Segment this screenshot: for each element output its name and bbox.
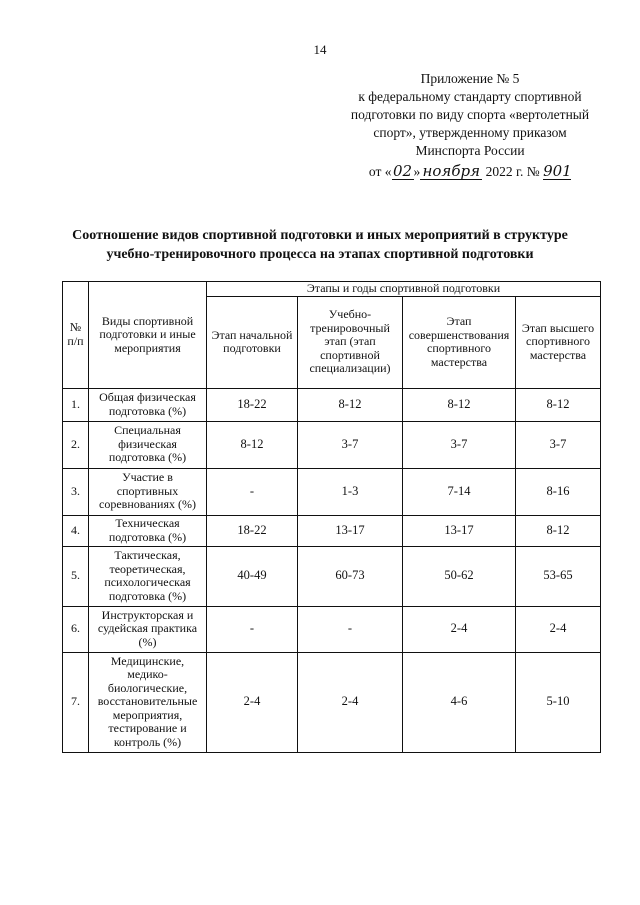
row-name: Техническая подготовка (%) xyxy=(89,515,207,546)
table-row xyxy=(63,421,601,468)
row-value: 60-73 xyxy=(298,546,403,606)
table-row xyxy=(63,388,601,421)
row-value: 18-22 xyxy=(207,388,298,421)
row-value: 18-22 xyxy=(207,515,298,546)
row-number: 5. xyxy=(63,546,89,606)
date-day-handwritten: 02 xyxy=(392,162,413,180)
row-value: 1-3 xyxy=(298,468,403,515)
table-row xyxy=(63,468,601,515)
training-structure-table xyxy=(62,281,601,753)
row-name: Специальная физическая подготовка (%) xyxy=(89,421,207,468)
row-number: 6. xyxy=(63,606,89,652)
row-number: 1. xyxy=(63,388,89,421)
annex-header xyxy=(300,70,640,181)
header-stage-training: Учебно-тренировочный этап (этап спортивной специализации) xyxy=(298,296,403,388)
row-value: 5-10 xyxy=(516,652,601,752)
row-name: Медицинские, медико-биологические, восстановительные мероприятия, тестирование и контроль (%) xyxy=(89,652,207,752)
row-value: 13-17 xyxy=(403,515,516,546)
row-value: 3-7 xyxy=(403,421,516,468)
header-kinds: Виды спортивной подготовки и иные мероприятия xyxy=(89,282,207,389)
row-name: Участие в спортивных соревнованиях (%) xyxy=(89,468,207,515)
row-number: 4. xyxy=(63,515,89,546)
header-stages-group: Этапы и годы спортивной подготовки xyxy=(207,282,601,297)
date-mid: » xyxy=(413,164,421,179)
row-value: - xyxy=(298,606,403,652)
row-value: 2-4 xyxy=(207,652,298,752)
row-value: 7-14 xyxy=(403,468,516,515)
header-number: № п/п xyxy=(63,282,89,389)
row-value: 4-6 xyxy=(403,652,516,752)
table-row xyxy=(63,606,601,652)
row-value: 2-4 xyxy=(516,606,601,652)
row-value: 13-17 xyxy=(298,515,403,546)
header-stage-highest: Этап высшего спортивного мастерства xyxy=(516,296,601,388)
date-prefix: от « xyxy=(368,164,392,179)
row-value: 8-12 xyxy=(403,388,516,421)
annex-line-3: спорт», утвержденному приказом xyxy=(373,125,567,140)
header-stage-improvement: Этап совершенствования спортивного мастерства xyxy=(403,296,516,388)
title-line-2: учебно-тренировочного процесса на этапах спортивной подготовки xyxy=(106,247,534,262)
table-row xyxy=(63,546,601,606)
row-number: 3. xyxy=(63,468,89,515)
row-number: 7. xyxy=(63,652,89,752)
document-title xyxy=(30,226,610,264)
row-value: 2-4 xyxy=(403,606,516,652)
row-value: 53-65 xyxy=(516,546,601,606)
row-value: - xyxy=(207,468,298,515)
row-value: 40-49 xyxy=(207,546,298,606)
annex-line-4: Минспорта России xyxy=(415,143,525,158)
row-value: 50-62 xyxy=(403,546,516,606)
row-name: Общая физическая подготовка (%) xyxy=(89,388,207,421)
row-value: 8-16 xyxy=(516,468,601,515)
order-number-handwritten: 901 xyxy=(543,162,572,180)
page-number: 14 xyxy=(313,42,327,57)
annex-title: Приложение № 5 xyxy=(420,71,520,86)
annex-line-2: подготовки по виду спорта «вертолетный xyxy=(350,107,590,122)
table-row xyxy=(63,515,601,546)
annex-line-1: к федеральному стандарту спортивной xyxy=(358,89,582,104)
table-row xyxy=(63,652,601,752)
date-year: 2022 г. № xyxy=(485,164,540,179)
annex-date-line xyxy=(300,163,640,181)
title-line-1: Соотношение видов спортивной подготовки и иных мероприятий в структуре xyxy=(72,228,568,243)
row-value: 2-4 xyxy=(298,652,403,752)
row-name: Тактическая, теоретическая, психологическая подготовка (%) xyxy=(89,546,207,606)
row-name: Инструкторская и судейская практика (%) xyxy=(89,606,207,652)
row-number: 2. xyxy=(63,421,89,468)
row-value: 8-12 xyxy=(516,515,601,546)
row-value: 3-7 xyxy=(516,421,601,468)
row-value: 8-12 xyxy=(207,421,298,468)
row-value: 3-7 xyxy=(298,421,403,468)
row-value: 8-12 xyxy=(516,388,601,421)
row-value: 8-12 xyxy=(298,388,403,421)
row-value: - xyxy=(207,606,298,652)
date-month-handwritten: ноября xyxy=(420,164,482,180)
header-stage-initial: Этап начальной подготовки xyxy=(207,296,298,388)
